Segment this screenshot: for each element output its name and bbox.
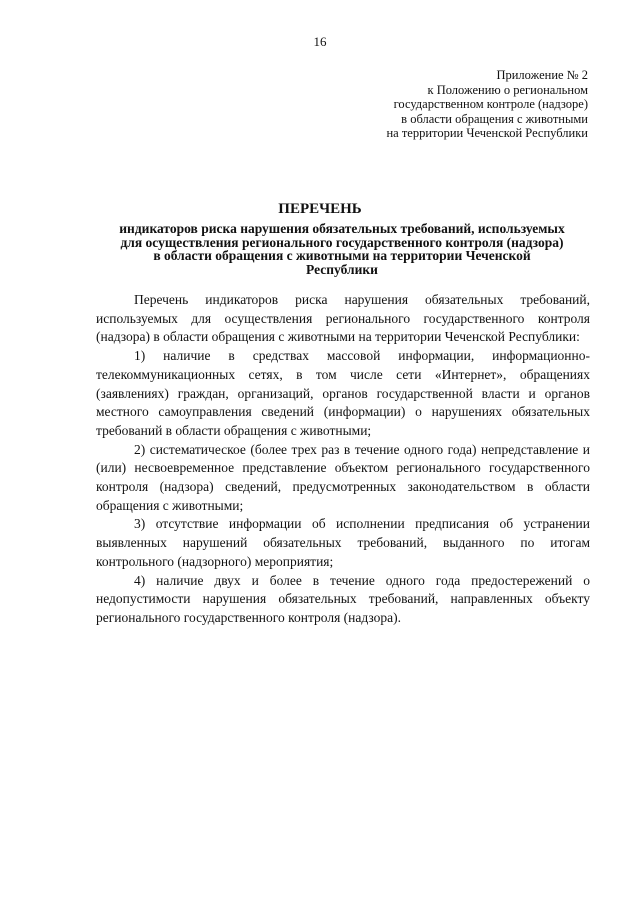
appendix-line: к Положению о региональном	[427, 82, 588, 97]
subtitle-line: в области обращения с животными на территории Чеченской	[153, 248, 531, 263]
appendix-line: Приложение № 2	[496, 68, 588, 82]
page-number: 16	[313, 34, 327, 49]
list-item-4: 4) наличие двух и более в течение одного года предостережений о недопустимости нарушения обязательных требований, направленных объекту регионального государственного контроля (надзора).	[96, 572, 590, 625]
intro-paragraph: Перечень индикаторов риска нарушения обязательных требований, используемых для осуществления регионального государственного контроля (надзора) в области обращения с животными на территории Чеченской Республики:	[96, 292, 590, 345]
document-title: ПЕРЕЧЕНЬ	[278, 201, 362, 217]
subtitle-line: индикаторов риска нарушения обязательных требований, используемых	[119, 221, 565, 236]
list-item-2: 2) систематическое (более трех раз в течение одного года) непредставление и (или) несвоевременное представление объектом регионального государственного контроля (надзора) сведений, предусмотренных законодательством в области обращения с животными;	[96, 441, 590, 513]
document-body	[96, 291, 590, 628]
appendix-header	[288, 68, 588, 141]
appendix-line: в области обращения с животными	[401, 111, 588, 126]
document-subtitle	[92, 222, 592, 276]
list-item-3: 3) отсутствие информации об исполнении предписания об устранении выявленных нарушений обязательных требований, выданного по итогам контрольного (надзорного) мероприятия;	[96, 516, 590, 569]
appendix-line: на территории Чеченской Республики	[386, 126, 588, 140]
subtitle-line: для осуществления регионального государственного контроля (надзора)	[120, 234, 564, 250]
appendix-line: государственном контроле (надзоре)	[393, 97, 588, 111]
subtitle-line: Республики	[306, 261, 378, 277]
list-item-1: 1) наличие в средствах массовой информации, информационно-телекоммуникационных сетях, в том числе сети «Интернет», обращениях (заявлениях) граждан, организаций, органов государственной власти и органов местного самоуправления сведений (информации) о нарушениях обязательных требований в области обращения с животными;	[96, 348, 590, 438]
